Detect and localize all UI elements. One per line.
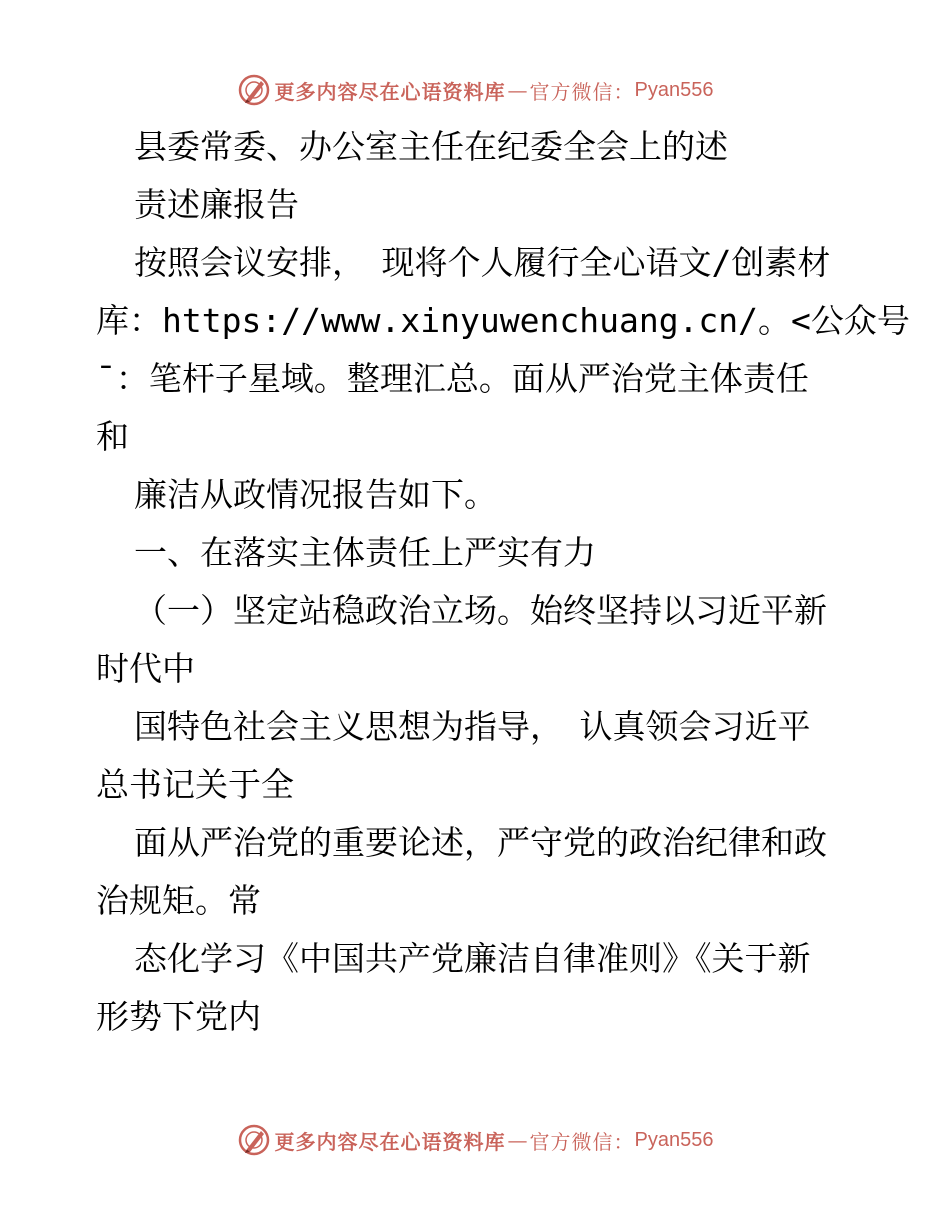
text-line: 按照会议安排， 现将个人履行全心语文/创素材 xyxy=(134,243,831,282)
text-line: ¯：笔杆子星域。整理汇总。面从严治党主体责任 xyxy=(96,359,809,398)
watermark-wechat-label: 官方微信： xyxy=(529,1129,635,1154)
watermark-wechat-id: Pyan556 xyxy=(634,78,714,101)
text-line: （一）坚定站稳政治立场。始终坚持以习近平新 xyxy=(134,591,827,630)
watermark-wechat-label: 官方微信： xyxy=(529,79,635,104)
pen-logo-icon xyxy=(237,73,271,107)
text-line: 态化学习《中国共产党廉洁自律准则》《关于新 xyxy=(134,939,811,978)
text-line: 责述廉报告 xyxy=(134,185,299,224)
pen-logo-icon xyxy=(237,1123,271,1157)
watermark-text: 更多内容尽在心语资料库 xyxy=(274,79,506,104)
text-line: 廉洁从政情况报告如下。 xyxy=(134,475,497,514)
watermark-dash: — xyxy=(507,1128,528,1152)
footer-watermark xyxy=(0,1120,950,1160)
text-line: 县委常委、办公室主任在纪委全会上的述 xyxy=(134,127,728,166)
text-line: 库：https://www.xinyuwenchuang.cn/。<公众号 xyxy=(96,301,910,340)
watermark-wechat-id: Pyan556 xyxy=(634,1128,714,1151)
text-line: 和 xyxy=(96,417,129,456)
watermark-text: 更多内容尽在心语资料库 xyxy=(274,1129,506,1154)
text-line: 总书记关于全 xyxy=(96,765,294,804)
text-line: 一、在落实主体责任上严实有力 xyxy=(134,533,596,572)
text-line: 面从严治党的重要论述，严守党的政治纪律和政 xyxy=(134,823,827,862)
header-watermark xyxy=(0,70,950,110)
text-line: 国特色社会主义思想为指导， 认真领会习近平 xyxy=(134,707,811,746)
text-line: 治规矩。常 xyxy=(96,881,261,920)
text-line: 形势下党内 xyxy=(96,997,261,1036)
text-line: 时代中 xyxy=(96,649,195,688)
watermark-dash: — xyxy=(507,78,528,102)
document-body xyxy=(96,118,910,1046)
